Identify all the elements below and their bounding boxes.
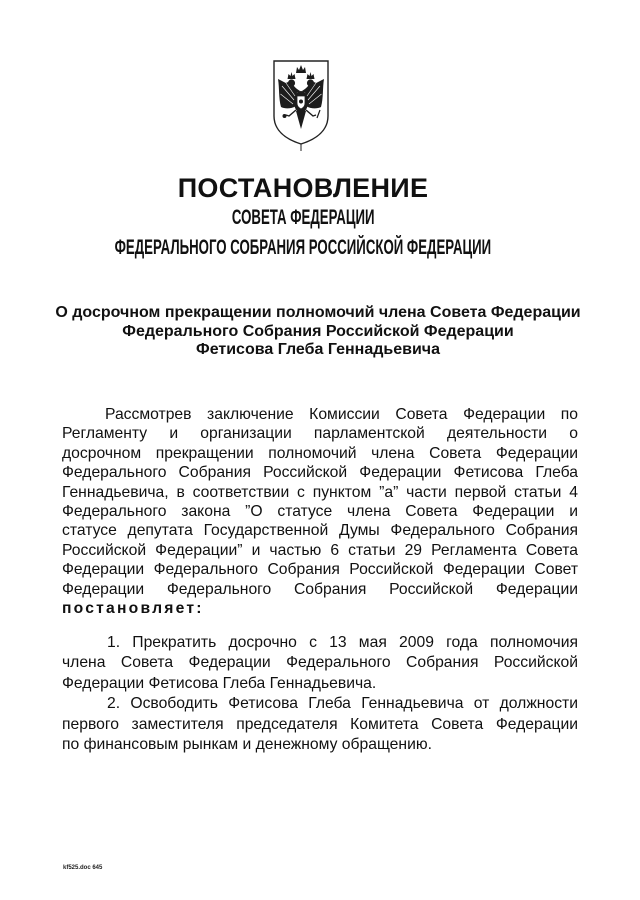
issuer-line-2-text: ФЕДЕРАЛЬНОГО СОБРАНИЯ РОССИЙСКОЙ ФЕДЕРАЦИИ xyxy=(114,236,492,259)
decision-word: постановляет: xyxy=(62,600,204,618)
preamble-line: Регламенту и организации парламентской деятельности о xyxy=(62,425,578,443)
preamble-line: Геннадьевича, в соответствии с пунктом ”а” части первой статьи 4 xyxy=(62,483,578,501)
issuer-line-2 xyxy=(0,236,606,260)
preamble-line: Рассмотрев заключение Комиссии Совета Федерации по xyxy=(105,406,578,423)
document-subject xyxy=(0,304,636,360)
preamble-line: Федерации Федерального Собрания Российской Федерации Совет xyxy=(62,561,578,579)
subject-line: О досрочном прекращении полномочий члена Совета Федерации xyxy=(55,304,581,321)
issuer-line-1-text: СОВЕТА ФЕДЕРАЦИИ xyxy=(231,206,375,229)
preamble-line: Федерального закона ”О статусе члена Совета Федерации и xyxy=(62,503,578,521)
clause-2-line: первого заместителя председателя Комитета Совета Федерации xyxy=(62,715,578,733)
clause-2-line: 2. Освободить Фетисова Глеба Геннадьевича от должности xyxy=(107,695,578,713)
preamble-paragraph xyxy=(62,405,578,618)
eagle-center-crown xyxy=(296,65,306,73)
document-title: ПОСТАНОВЛЕНИЕ xyxy=(177,173,429,203)
preamble-line: Российской Федерации” и частью 6 статьи 29 Регламента Совета xyxy=(62,541,578,559)
clause-1-line: 1. Прекратить досрочно с 13 мая 2009 года полномочия xyxy=(107,634,578,651)
center-shield-rider xyxy=(299,100,303,104)
eagle-right-crown xyxy=(307,72,315,79)
clause-2-line: по финансовым рынкам и денежному обращению. xyxy=(62,736,432,754)
file-reference: kf525.doc 645 xyxy=(63,865,103,871)
clause-1-line: Федерации Фетисова Глеба Геннадьевича. xyxy=(62,674,377,692)
eagle-left-crown xyxy=(288,72,296,79)
eagle-scepter xyxy=(317,110,320,118)
eagle-tail xyxy=(296,111,306,129)
eagle-orb xyxy=(283,114,287,118)
preamble-line: досрочном прекращении полномочий члена Совета Федерации xyxy=(62,444,578,462)
preamble-line: Федерации Федерального Собрания Российской Федерации xyxy=(62,580,578,598)
subject-line: Фетисова Глеба Геннадьевича xyxy=(196,341,440,358)
preamble-line: статусе депутата Государственной Думы Федерального Собрания xyxy=(62,522,578,540)
preamble-line: Федерального Собрания Российской Федерации Фетисова Глеба xyxy=(62,464,578,482)
subject-line: Федерального Собрания Российской Федерации xyxy=(122,322,514,340)
clause-1-line: члена Совета Федерации Федерального Собрания Российской xyxy=(62,654,578,672)
coat-of-arms-icon xyxy=(271,58,331,152)
issuer-line-1 xyxy=(0,206,606,230)
resolution-clauses xyxy=(62,633,578,755)
